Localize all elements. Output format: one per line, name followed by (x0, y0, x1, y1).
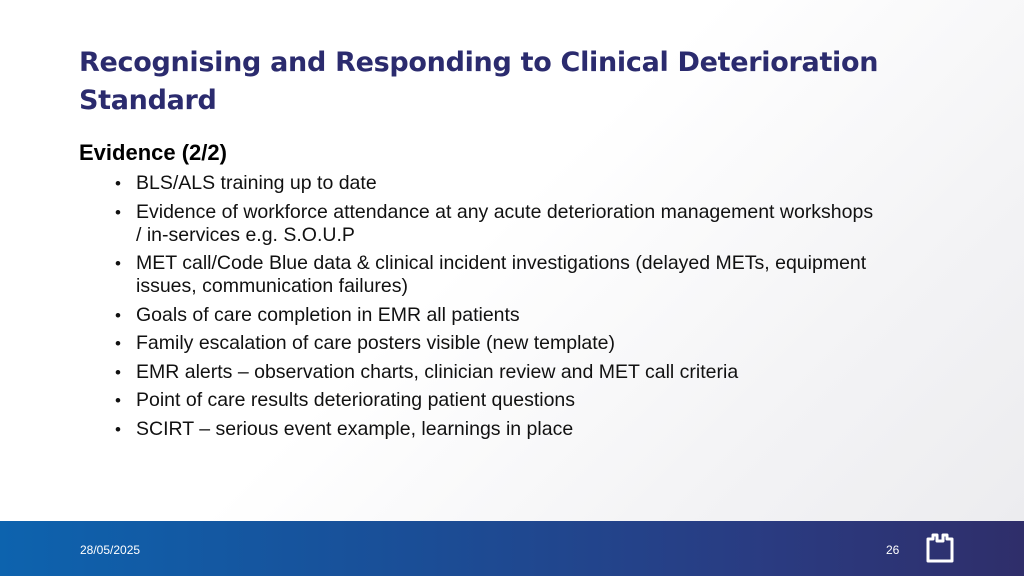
bullet-dot-icon: • (115, 174, 121, 193)
bullet-text: Evidence of workforce attendance at any acute deterioration management workshops / in-services e.g. S.O.U.P (136, 200, 874, 246)
footer-date: 28/05/2025 (80, 543, 141, 557)
page-number: 26 (886, 543, 900, 557)
bullet-dot-icon: • (115, 362, 121, 382)
bullet-text: Goals of care completion in EMR all patients (136, 303, 520, 326)
bullet-text: BLS/ALS training up to date (136, 172, 377, 194)
list-item (115, 361, 875, 384)
list-item (115, 252, 875, 298)
bullet-dot-icon: • (115, 391, 121, 410)
bullet-text: SCIRT – serious event example, learnings in place (136, 417, 574, 440)
list-item (115, 389, 875, 412)
section-subtitle: Evidence (2/2) (79, 140, 227, 165)
list-item (115, 332, 875, 355)
bullet-text: MET call/Code Blue data & clinical incident investigations (delayed METs, equipment issues, communication failures) (136, 252, 867, 297)
bullet-dot-icon: • (115, 334, 121, 353)
list-item (115, 172, 875, 195)
bullet-dot-icon: • (115, 254, 121, 273)
bullet-text: Family escalation of care posters visible (new template) (136, 332, 616, 354)
bullet-dot-icon: • (115, 305, 121, 325)
bullet-text: Point of care results deteriorating patient questions (136, 389, 576, 411)
bullet-list (115, 172, 875, 446)
slide-title: Recognising and Responding to Clinical Deterioration Standard (79, 47, 879, 116)
list-item (115, 418, 875, 441)
organisation-logo-icon (925, 533, 955, 565)
footer-bar (0, 521, 1024, 576)
bullet-dot-icon: • (115, 202, 121, 222)
bullet-text: EMR alerts – observation charts, clinician review and MET call criteria (136, 360, 739, 383)
list-item (115, 304, 875, 327)
list-item (115, 201, 875, 247)
bullet-dot-icon: • (115, 419, 121, 439)
